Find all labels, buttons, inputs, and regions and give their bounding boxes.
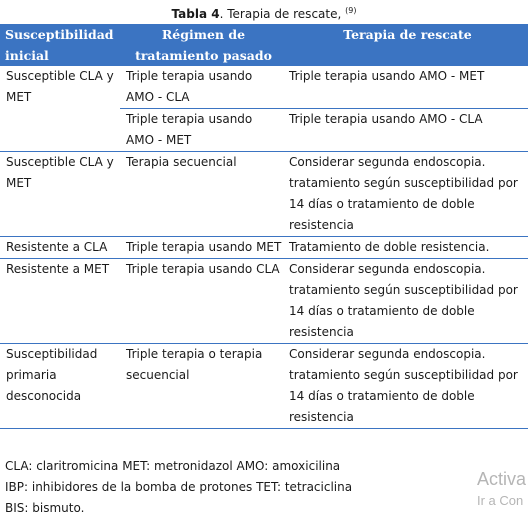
cell-initial-susceptibility: Resistente a MET: [0, 259, 120, 344]
cell-past-regimen: Triple terapia usando CLA: [120, 259, 282, 344]
cell-past-regimen: Triple terapia usando MET: [120, 237, 282, 259]
table-row: [0, 237, 528, 259]
cell-rescue-therapy: Considerar segunda endoscopia. tratamiento según susceptibilidad por 14 días o tratamiento de doble resistencia: [282, 344, 528, 429]
activation-watermark-title: Activa: [477, 469, 527, 489]
header-rescue-therapy: Terapia de rescate: [282, 24, 528, 66]
table-caption-label: Tabla 4: [171, 7, 220, 21]
cell-rescue-therapy: Considerar segunda endoscopia. tratamiento según susceptibilidad por 14 días o tratamiento de doble resistencia: [282, 259, 528, 344]
footnote-abbreviations-2: IBP: inhibidores de la bomba de protones TET: tetraciclina: [5, 480, 353, 494]
table-caption: [0, 0, 528, 22]
cell-past-regimen: Triple terapia usando AMO - MET: [120, 109, 282, 152]
cell-rescue-therapy: Triple terapia usando AMO - MET: [282, 66, 528, 109]
cell-rescue-therapy: Considerar segunda endoscopia. tratamiento según susceptibilidad por 14 días o tratamiento de doble resistencia: [282, 152, 528, 237]
table-header-row: [0, 24, 528, 66]
header-initial-susceptibility: Susceptibilidad inicial: [0, 24, 120, 66]
cell-rescue-therapy: Triple terapia usando AMO - CLA: [282, 109, 528, 152]
footnote-abbreviations-1: CLA: claritromicina MET: metronidazol AMO: amoxicilina: [5, 459, 341, 473]
table-row: [0, 344, 528, 429]
cell-initial-susceptibility: Susceptible CLA y MET: [0, 152, 120, 237]
cell-past-regimen: Triple terapia o terapia secuencial: [120, 344, 282, 429]
reference-superscript: (9): [345, 6, 357, 15]
table-row: [0, 152, 528, 237]
table-footnotes: [5, 456, 445, 519]
rescue-therapy-table: [0, 24, 528, 429]
cell-initial-susceptibility: Resistente a CLA: [0, 237, 120, 259]
activation-watermark-subtitle: Ir a Con: [477, 493, 524, 508]
table-row: [0, 66, 528, 109]
cell-initial-susceptibility: Susceptible CLA y MET: [0, 66, 120, 152]
footnote-abbreviations-3: BIS: bismuto.: [5, 501, 85, 515]
cell-past-regimen: Triple terapia usando AMO - CLA: [120, 66, 282, 109]
table-row: [0, 259, 528, 344]
table-caption-text: . Terapia de rescate,: [219, 7, 346, 21]
header-past-regimen: Régimen de tratamiento pasado: [120, 24, 282, 66]
cell-rescue-therapy: Tratamiento de doble resistencia.: [282, 237, 528, 259]
cell-past-regimen: Terapia secuencial: [120, 152, 282, 237]
cell-initial-susceptibility: Susceptibilidad primaria desconocida: [0, 344, 120, 429]
